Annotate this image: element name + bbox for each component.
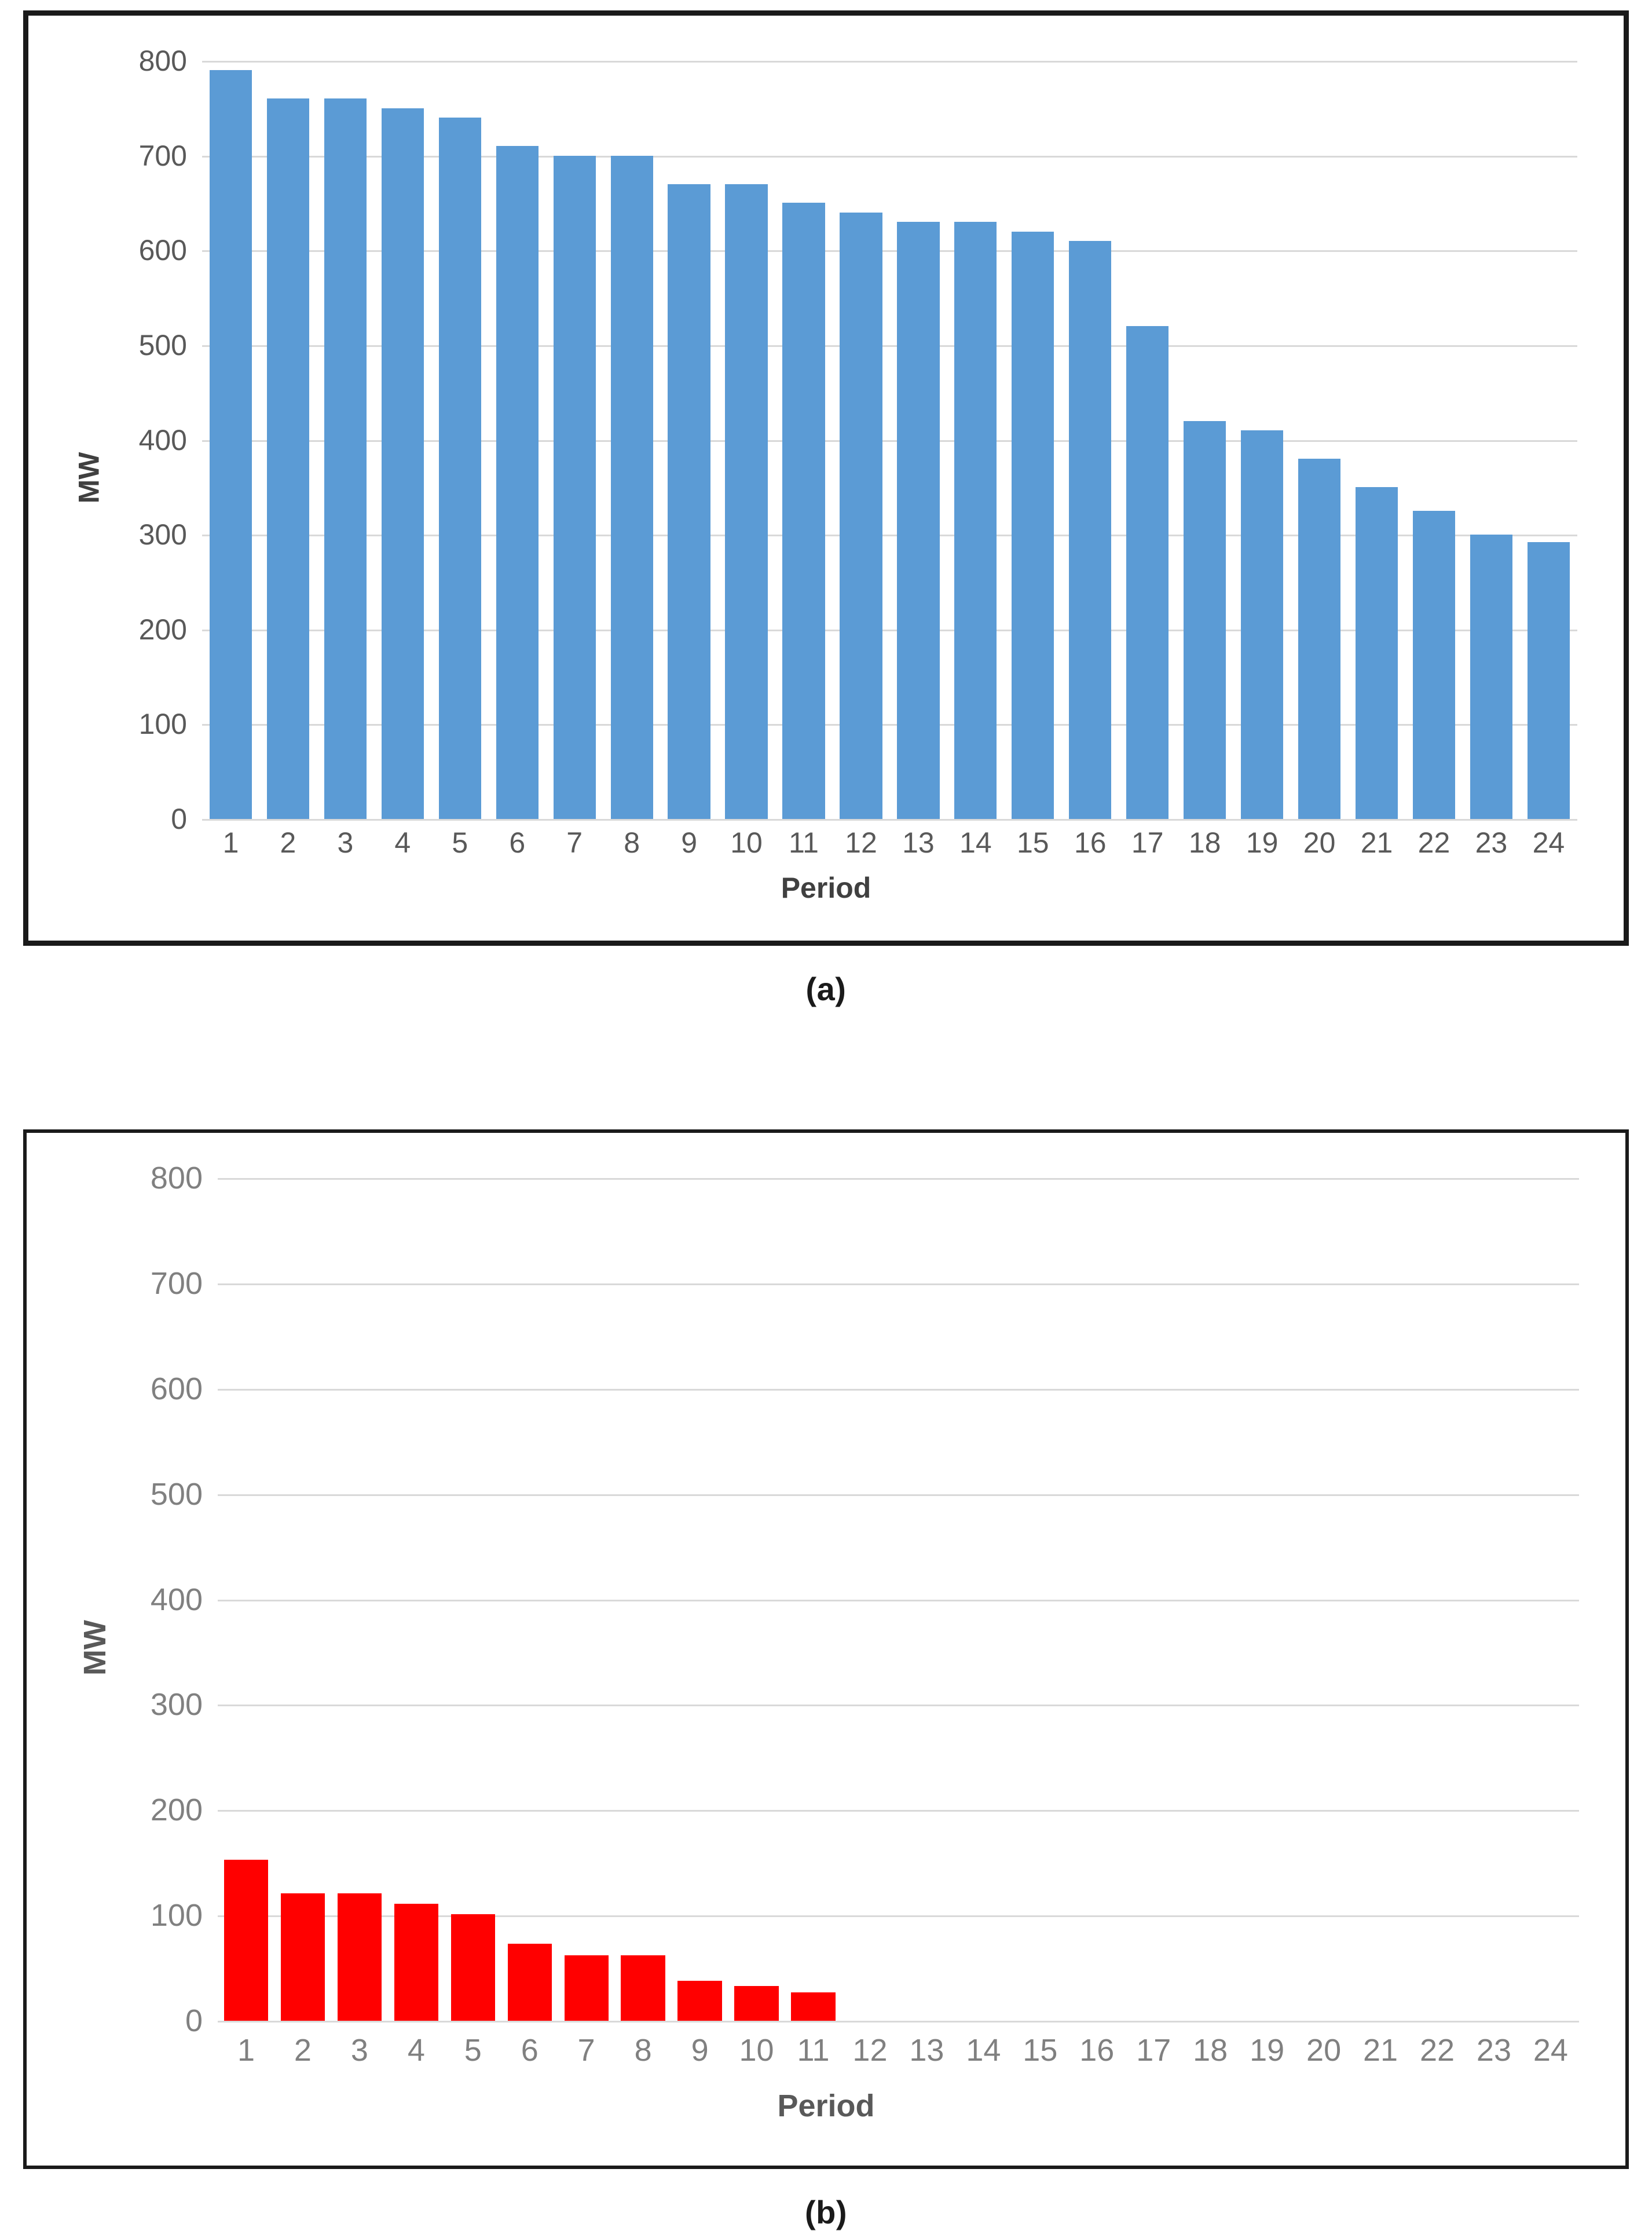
x-axis-tick-label: 6 [509, 826, 526, 859]
bar [1298, 459, 1340, 819]
x-axis-tick-label: 23 [1475, 826, 1508, 859]
y-axis-tick-label: 600 [150, 1371, 203, 1406]
x-axis-ticks-a [202, 826, 1577, 860]
bar-cell [1466, 1178, 1522, 2021]
x-axis-tick-label: 4 [407, 2033, 425, 2068]
bar [782, 203, 825, 819]
bar-cell [331, 1178, 388, 2021]
bar [791, 1992, 835, 2021]
bar-cell [1233, 61, 1291, 819]
y-axis-tick-label: 700 [138, 139, 187, 172]
y-axis-tick-label: 300 [138, 518, 187, 551]
x-axis-tick-label: 18 [1188, 826, 1221, 859]
x-axis-tick-label: 22 [1419, 2033, 1455, 2068]
bar [451, 1914, 495, 2021]
bar-cell [898, 1178, 955, 2021]
bar-cell [1522, 1178, 1579, 2021]
y-axis-tick-label: 500 [138, 328, 187, 361]
chart-panel-a [23, 10, 1629, 946]
x-axis-tick-label: 11 [789, 826, 819, 859]
bar-cell [374, 61, 431, 819]
x-axis-tick-label: 6 [521, 2033, 539, 2068]
x-axis-tick-label: 14 [959, 826, 992, 859]
bar [1470, 535, 1512, 819]
x-axis-tick-label: 11 [797, 2033, 830, 2068]
bar-cell [259, 61, 317, 819]
bar [621, 1955, 665, 2021]
caption-a-text: (a) [805, 971, 847, 1007]
x-axis-tick-label: 15 [1017, 826, 1049, 859]
bar-cell [218, 1178, 274, 2021]
x-axis-tick-label: 18 [1193, 2033, 1228, 2068]
y-axis-tick-label: 700 [150, 1266, 203, 1301]
bar-cell [1004, 61, 1061, 819]
x-axis-tick-label: 7 [577, 2033, 595, 2068]
bar-cell [841, 1178, 898, 2021]
bar [324, 98, 367, 819]
bar-cell [202, 61, 259, 819]
bar-cell [1182, 1178, 1239, 2021]
bar [554, 156, 596, 819]
x-axis-tick-label: 17 [1131, 826, 1164, 859]
bar-cell [1520, 61, 1577, 819]
bar [338, 1893, 382, 2021]
x-axis-tick-label: 4 [394, 826, 411, 859]
bar [734, 1986, 778, 2021]
y-axis-tick-label: 100 [150, 1898, 203, 1933]
bar-cell [1068, 1178, 1125, 2021]
x-axis-tick-label: 9 [681, 826, 697, 859]
bar-cell [546, 61, 603, 819]
bar-cell [785, 1178, 842, 2021]
bar-cell [558, 1178, 615, 2021]
x-axis-tick-label: 13 [902, 826, 935, 859]
bar [382, 108, 424, 819]
x-axis-tick-label: 21 [1363, 2033, 1398, 2068]
bar [1069, 241, 1111, 819]
bar [1356, 487, 1398, 819]
caption-b [23, 2169, 1629, 2231]
x-axis-tick-label: 1 [237, 2033, 255, 2068]
x-axis-ticks-b [218, 2032, 1579, 2068]
bar-cell [445, 1178, 501, 2021]
x-axis-tick-label: 16 [1074, 826, 1107, 859]
x-axis-tick-label: 1 [222, 826, 239, 859]
bar [267, 98, 309, 819]
x-axis-label-b: Period [777, 2089, 875, 2123]
y-axis-tick-label: 200 [138, 613, 187, 646]
bar [725, 184, 767, 819]
bar [565, 1955, 609, 2021]
x-axis-tick-label: 19 [1246, 826, 1279, 859]
bar-cell [1119, 61, 1176, 819]
x-axis-tick-label: 3 [337, 826, 354, 859]
bar-cell [661, 61, 718, 819]
bar-cell [1352, 1178, 1409, 2021]
bar [210, 70, 252, 819]
y-axis-tick-label: 800 [150, 1161, 203, 1195]
bar-cell [489, 61, 546, 819]
bar-cell [1239, 1178, 1295, 2021]
y-axis-tick-label: 0 [185, 2003, 203, 2038]
bar [1241, 430, 1283, 819]
bar [1012, 232, 1054, 819]
bar-cell [431, 61, 489, 819]
bar-cell [955, 1178, 1012, 2021]
bar [1413, 511, 1455, 819]
bar [954, 222, 997, 819]
bar [1126, 326, 1169, 819]
x-axis-tick-label: 16 [1079, 2033, 1115, 2068]
x-axis-tick-label: 10 [730, 826, 763, 859]
bar-cell [947, 61, 1004, 819]
bar [281, 1893, 325, 2021]
bar-cell [775, 61, 833, 819]
bar-cell [1348, 61, 1405, 819]
x-axis-tick-label: 2 [294, 2033, 312, 2068]
x-axis-tick-label: 3 [350, 2033, 368, 2068]
x-axis-tick-label: 5 [464, 2033, 482, 2068]
bar-cell [317, 61, 374, 819]
x-axis-tick-label: 9 [691, 2033, 709, 2068]
bar [1184, 421, 1226, 819]
x-axis-tick-label: 7 [566, 826, 583, 859]
y-axis-tick-label: 600 [138, 234, 187, 267]
bar-cell [1409, 1178, 1466, 2021]
bar-cell [1012, 1178, 1068, 2021]
bar [224, 1860, 268, 2021]
caption-b-text: (b) [804, 2194, 847, 2230]
x-axis-tick-label: 14 [966, 2033, 1001, 2068]
x-axis-tick-label: 19 [1250, 2033, 1285, 2068]
x-axis-tick-label: 13 [909, 2033, 944, 2068]
bar-cell [1125, 1178, 1182, 2021]
bar [1528, 542, 1570, 819]
bar [897, 222, 939, 819]
gridline [218, 2021, 1579, 2022]
bar-chart-a [28, 16, 1624, 941]
bar-cell [1061, 61, 1119, 819]
x-axis-tick-label: 15 [1023, 2033, 1058, 2068]
y-axis-label-b: MW [77, 1619, 112, 1676]
bar-cell [1463, 61, 1520, 819]
bar [611, 156, 653, 819]
y-axis-tick-label: 800 [138, 45, 187, 77]
x-axis-tick-label: 24 [1532, 826, 1565, 859]
x-axis-tick-label: 8 [634, 2033, 652, 2068]
bar-cell [603, 61, 661, 819]
bar [840, 213, 882, 819]
x-axis-tick-label: 12 [845, 826, 877, 859]
plot-area-a [138, 45, 1577, 835]
bar-chart-b [27, 1133, 1625, 2166]
bar [508, 1944, 552, 2021]
bar-cell [718, 61, 775, 819]
bar-series-a [202, 61, 1577, 819]
bar-cell [501, 1178, 558, 2021]
bar-cell [1176, 61, 1233, 819]
bar-cell [274, 1178, 331, 2021]
x-axis-label-a: Period [781, 872, 871, 904]
x-axis-tick-label: 17 [1136, 2033, 1171, 2068]
y-axis-tick-label: 300 [150, 1687, 203, 1722]
bar [677, 1981, 721, 2021]
x-axis-tick-label: 10 [739, 2033, 774, 2068]
bar-cell [672, 1178, 728, 2021]
bar-cell [832, 61, 889, 819]
x-axis-tick-label: 22 [1417, 826, 1450, 859]
x-axis-tick-label: 12 [852, 2033, 888, 2068]
bar-cell [388, 1178, 445, 2021]
bar-cell [1405, 61, 1463, 819]
bar [439, 118, 481, 819]
bar-cell [728, 1178, 785, 2021]
y-axis-label-a: MW [72, 452, 105, 503]
y-axis-tick-label: 100 [138, 708, 187, 741]
y-axis-tick-label: 0 [171, 803, 187, 835]
bar-cell [1291, 61, 1348, 819]
x-axis-tick-label: 8 [624, 826, 640, 859]
bar [496, 146, 539, 819]
x-axis-tick-label: 24 [1533, 2033, 1568, 2068]
bar-cell [615, 1178, 672, 2021]
caption-a [23, 946, 1629, 1008]
x-axis-tick-label: 20 [1303, 826, 1336, 859]
x-axis-tick-label: 21 [1360, 826, 1393, 859]
plot-area-b [150, 1161, 1579, 2038]
bar-cell [1295, 1178, 1352, 2021]
y-axis-tick-label: 400 [150, 1582, 203, 1617]
y-axis-tick-label: 200 [150, 1793, 203, 1828]
bar [394, 1904, 438, 2021]
bar-series-b [218, 1178, 1579, 2021]
x-axis-tick-label: 20 [1306, 2033, 1342, 2068]
x-axis-tick-label: 2 [280, 826, 296, 859]
bar-cell [889, 61, 947, 819]
x-axis-tick-label: 23 [1476, 2033, 1511, 2068]
chart-panel-b [23, 1129, 1629, 2169]
x-axis-tick-label: 5 [452, 826, 468, 859]
gridline [202, 819, 1577, 821]
y-axis-tick-label: 400 [138, 423, 187, 456]
bar [668, 184, 710, 819]
y-axis-tick-label: 500 [150, 1476, 203, 1512]
